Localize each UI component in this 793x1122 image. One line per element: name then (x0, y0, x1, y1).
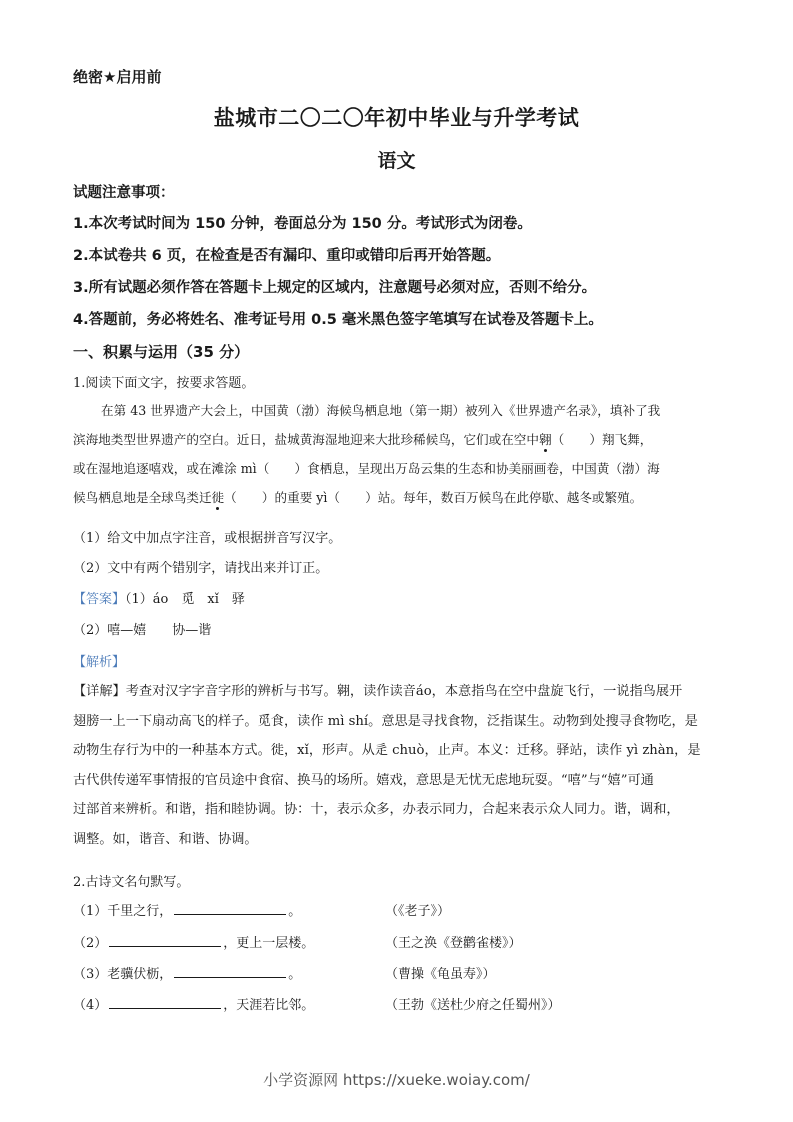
explanation-line: 调整。如，谐音、和谐、协调。 (73, 831, 258, 847)
sub-question-2: （2）文中有两个错别字，请找出来并订正。 (73, 561, 329, 576)
explanation-line: 【详解】考查对汉字字音字形的辨析与书写。翱，读作读音áo，本意指鸟在空中盘旋飞行，一说指鸟展开 (73, 684, 683, 699)
analysis-label: 【解析】 (73, 655, 126, 670)
passage-line: 在第 43 世界遗产大会上，中国黄（渤）海候鸟栖息地（第一期）被列入《世界遗产名录》，填补了我 (101, 403, 661, 418)
sub-question-1: （1）给文中加点字注音，或根据拼音写汉字。 (73, 531, 342, 546)
notice-item-1: 1.本次考试时间为 150 分钟，卷面总分为 150 分。考试形式为闭卷。 (73, 216, 532, 232)
recitation-item: （2） ，更上一层楼。 （王之涣《登鹳雀楼》） (73, 932, 633, 951)
explanation-line: 动物生存行为中的一种基本方式。徙，xǐ，形声。从辵 chuò，止声。本义：迁移。驿站，读作 yì zhàn，是 (73, 743, 701, 758)
source-citation: （王勃《送杜少府之任蜀州》） (385, 998, 561, 1013)
source-citation: （《老子》） (385, 904, 451, 919)
passage-line: 滨海地类型世界遗产的空白。近日，盐城黄海湿地迎来大批珍稀候鸟，它们或在空中翱（ ）翔飞舞， (73, 432, 653, 447)
notice-item-3: 3.所有试题必须作答在答题卡上规定的区域内，注意题号必须对应，否则不给分。 (73, 280, 597, 296)
answer-blank[interactable] (174, 963, 286, 978)
passage-line: 或在湿地追逐嘻戏，或在滩涂 mì（ ）食栖息，呈现出万岛云集的生态和协美丽画卷，中国黄（渤）海 (73, 461, 660, 476)
recitation-item: （1）千里之行， 。 （《老子》） (73, 900, 633, 919)
source-citation: （曹操《龟虽寿》） (385, 967, 496, 982)
answer-line-1: 【答案】（1）áo 觅 xǐ 驿 (73, 592, 245, 607)
question-1-prompt: 1.阅读下面文字，按要求答题。 (73, 376, 255, 391)
explanation-line: 古代供传递军事情报的官员途中食宿、换马的场所。嬉戏，意思是无忧无虑地玩耍。“嘻”与“嬉”可通 (73, 772, 654, 788)
confidential-label: 绝密★启用前 (73, 68, 162, 86)
notice-item-4: 4.答题前，务必将姓名、准考证号用 0.5 毫米黑色签字笔填写在试卷及答题卡上。 (73, 312, 603, 328)
answer-blank[interactable] (174, 900, 286, 915)
explanation-line: 过部首来辨析。和谐，指和睦协调。协：十，表示众多，办表示同力，合起来表示众人同力。谐，调和， (73, 802, 680, 817)
detailed-explanation (73, 677, 723, 854)
answer-line-2: （2）嘻—嬉 协—谐 (73, 623, 212, 638)
source-citation: （王之涣《登鹳雀楼》） (385, 936, 522, 951)
section-heading: 一、积累与运用（35 分） (73, 343, 250, 361)
question-2-prompt: 2.古诗文名句默写。 (73, 875, 190, 890)
explanation-line: 翅膀一上一下扇动高飞的样子。觅食，读作 mì shí。意思是寻找食物，泛指谋生。动物到处搜寻食物吃，是 (73, 713, 698, 729)
exam-title: 盐城市二〇二〇年初中毕业与升学考试 (213, 106, 580, 130)
site-watermark: 小学资源网 https://xueke.woiay.com/ (263, 1071, 530, 1089)
dotted-char: 徙 (211, 490, 225, 505)
answer-label: 【答案】 (73, 592, 126, 607)
notice-item-2: 2.本试卷共 6 页，在检查是否有漏印、重印或错印后再开始答题。 (73, 248, 501, 264)
answer-blank[interactable] (109, 932, 221, 947)
subject-title: 语文 (377, 150, 416, 172)
notice-heading: 试题注意事项： (73, 185, 175, 201)
dotted-char: 翱 (538, 432, 552, 447)
recitation-item: （3）老骥伏枥， 。 （曹操《龟虽寿》） (73, 963, 633, 982)
answer-blank[interactable] (109, 994, 221, 1009)
recitation-item: （4） ，天涯若比邻。 （王勃《送杜少府之任蜀州》） (73, 994, 633, 1013)
reading-passage (73, 396, 723, 512)
passage-line: 候鸟栖息地是全球鸟类迁徙（ ）的重要 yì（ ）站。每年，数百万候鸟在此停歇、越冬或繁殖。 (73, 490, 643, 505)
